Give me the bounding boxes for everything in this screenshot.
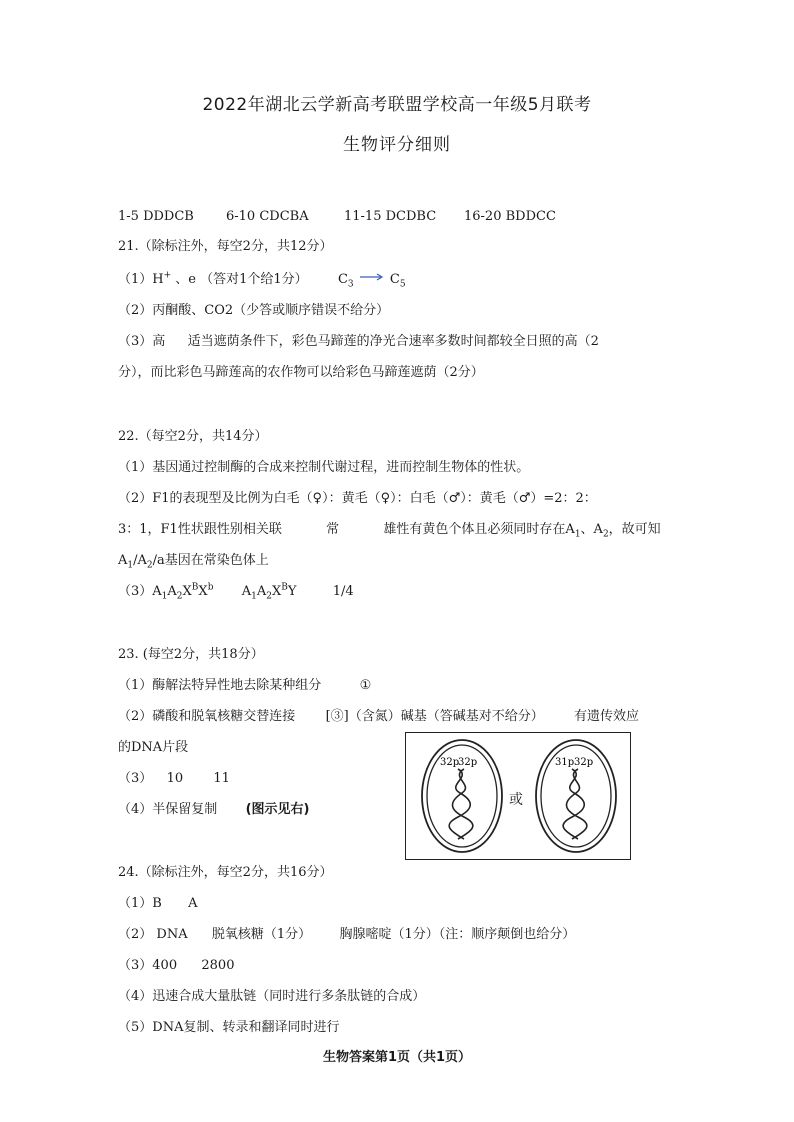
genotype-1 bbox=[152, 582, 214, 602]
mc-range-4: 16-20 bbox=[464, 209, 502, 224]
q21-l1-plus: + bbox=[163, 270, 172, 281]
q22-l5-prefix: （3） bbox=[118, 584, 153, 599]
q23-header: 23. (每空2分，共18分） bbox=[118, 647, 264, 662]
q23-line-2 bbox=[118, 708, 639, 726]
q22-ratio: 1/4 bbox=[332, 584, 354, 599]
g1-sup1: B bbox=[191, 582, 199, 593]
q22-line-4 bbox=[118, 552, 269, 570]
q21-l3-a: （3）高 bbox=[118, 334, 166, 349]
q22-l3-c2: 、A bbox=[580, 522, 603, 537]
q23-l4-b: 10 bbox=[166, 771, 184, 786]
q24-l1-b: A bbox=[188, 896, 198, 911]
mc-range-1: 1-5 bbox=[118, 209, 139, 224]
g1-a: A bbox=[152, 584, 162, 599]
q23-l2-a: （2）磷酸和脱氧核糖交替连接 bbox=[118, 709, 296, 724]
q22-line-2: （2）F1的表现型及比例为白毛（♀）：黄毛（♀）：白毛（♂）：黄毛（♂）=2：2： bbox=[118, 491, 597, 506]
right-label-1: 31p bbox=[555, 757, 575, 768]
left-label-2: 32p bbox=[458, 757, 478, 768]
g2-sup: B bbox=[281, 582, 288, 593]
q21-c3-sub: 3 bbox=[347, 279, 354, 290]
g2-c: X bbox=[271, 584, 282, 599]
mc-answers-row bbox=[344, 208, 436, 226]
q23-line-5 bbox=[118, 801, 309, 819]
g1-s2: 2 bbox=[176, 591, 183, 602]
g2-b: A bbox=[256, 584, 267, 599]
genotype-2 bbox=[241, 582, 297, 602]
q24-l2-a: （2） DNA bbox=[118, 927, 188, 942]
q22-l4-b: /A bbox=[133, 553, 147, 568]
q22-l4-sub2: 2 bbox=[146, 560, 153, 571]
document-title: 2022年湖北云学新高考联盟学校高一年级5月联考 bbox=[202, 95, 592, 115]
q22-line-1: （1）基因通过控制酶的合成来控制代谢过程，进而控制生物体的性状。 bbox=[118, 460, 530, 475]
g1-d: X bbox=[198, 584, 208, 599]
q21-c5: C bbox=[389, 272, 400, 287]
q23-l4-c: 11 bbox=[213, 771, 230, 786]
q22-l4-sub1: 1 bbox=[127, 560, 134, 571]
g1-b: A bbox=[167, 584, 177, 599]
q22-l3-b: 常 bbox=[326, 522, 340, 537]
mc-answers-1: DDDCB bbox=[143, 209, 194, 224]
q23-l5-b: (图示见右) bbox=[245, 802, 310, 817]
q22-l3-a: 3：1，F1性状跟性别相关联 bbox=[118, 522, 282, 537]
arrow-right-icon bbox=[360, 273, 384, 281]
g2-s2: 2 bbox=[266, 591, 272, 602]
q21-line-1 bbox=[118, 271, 406, 289]
q24-line-1 bbox=[118, 895, 198, 913]
q23-l4-a: （3） bbox=[118, 771, 153, 786]
q22-l4-a: A bbox=[118, 553, 128, 568]
q23-l1-a: （1）酶解法特异性地去除某种组分 bbox=[118, 678, 322, 693]
q24-l2-c: 胸腺嘧啶（1分）（注：顺序颠倒也给分） bbox=[339, 927, 576, 942]
q24-line-5: （5）DNA复制、转录和翻译同时进行 bbox=[118, 1020, 340, 1035]
q21-l1-text: （1）H bbox=[118, 272, 164, 287]
q21-l3-b: 适当遮荫条件下，彩色马蹄莲的净光合速率多数时间都较全日照的高（2 bbox=[187, 334, 599, 349]
g2-d: Y bbox=[287, 584, 297, 599]
q23-line-1 bbox=[118, 677, 371, 695]
mc-answers-row bbox=[226, 208, 309, 226]
q21-l1-note: 、e （答对1个给1分） bbox=[175, 272, 308, 287]
q23-l1-b: ① bbox=[359, 678, 372, 693]
q24-header: 24.（除标注外，每空2分，共16分） bbox=[118, 865, 333, 880]
q23-l5-a: （4）半保留复制 bbox=[118, 802, 218, 817]
q24-l3-b: 2800 bbox=[201, 958, 235, 973]
right-label-2: 32p bbox=[574, 757, 594, 768]
q24-l3-a: （3）400 bbox=[118, 958, 178, 973]
q24-line-3 bbox=[118, 957, 234, 975]
q21-line-3 bbox=[118, 333, 599, 351]
page-footer: 生物答案第1页（共1页） bbox=[322, 1050, 472, 1065]
q21-header: 21.（除标注外，每空2分，共12分） bbox=[118, 239, 333, 254]
q23-l2-c: 有遗传效应 bbox=[574, 709, 640, 724]
g1-sup2: b bbox=[207, 582, 214, 593]
mc-answers-2: CDCBA bbox=[259, 209, 309, 224]
g1-s1: 1 bbox=[161, 591, 168, 602]
q21-c3: C bbox=[337, 272, 348, 287]
q22-line-3 bbox=[118, 521, 661, 539]
document-subtitle: 生物评分细则 bbox=[343, 135, 451, 155]
g2-a: A bbox=[241, 584, 252, 599]
mc-answers-row bbox=[118, 208, 194, 226]
g1-c: X bbox=[182, 584, 192, 599]
q24-line-4: （4）迅速合成大量肽链（同时进行多条肽链的合成） bbox=[118, 989, 426, 1004]
q21-line-4: 分），而比彩色马蹄莲高的农作物可以给彩色马蹄莲遮荫（2分） bbox=[118, 365, 484, 380]
q23-l2-b: [③]（含氮）碱基（答碱基对不给分） bbox=[325, 709, 544, 724]
mc-answers-row bbox=[464, 208, 556, 226]
q24-l2-b: 脱氧核糖（1分） bbox=[211, 927, 312, 942]
g2-s1: 1 bbox=[251, 591, 257, 602]
left-label-1: 32p bbox=[440, 757, 460, 768]
q22-header: 22.（每空2分，共14分） bbox=[118, 429, 268, 444]
q22-l3-sub2: 2 bbox=[602, 529, 609, 540]
q22-l3-c: 雄性有黄色个体且必须同时存在A bbox=[383, 522, 575, 537]
mc-answers-4: BDDCC bbox=[505, 209, 556, 224]
q24-l1-a: （1）B bbox=[118, 896, 162, 911]
mc-range-3: 11-15 bbox=[344, 209, 382, 224]
q23-line-4 bbox=[118, 770, 230, 788]
mc-answers-3: DCDBC bbox=[385, 209, 437, 224]
q21-line-2: （2）丙酮酸、CO2（少答或顺序错误不给分） bbox=[118, 303, 390, 318]
mc-range-2: 6-10 bbox=[226, 209, 256, 224]
q22-l4-c: /a基因在常染色体上 bbox=[152, 553, 269, 568]
q24-line-2 bbox=[118, 926, 575, 944]
q22-line-5 bbox=[118, 583, 354, 601]
q22-l3-sub1: 1 bbox=[574, 529, 581, 540]
q21-c5-sub: 5 bbox=[399, 279, 406, 290]
dna-replication-figure bbox=[405, 732, 631, 860]
q23-line-3: 的DNA片段 bbox=[118, 740, 189, 755]
or-label: 或 bbox=[509, 792, 523, 808]
q22-l3-c3: ，故可知 bbox=[608, 522, 661, 537]
